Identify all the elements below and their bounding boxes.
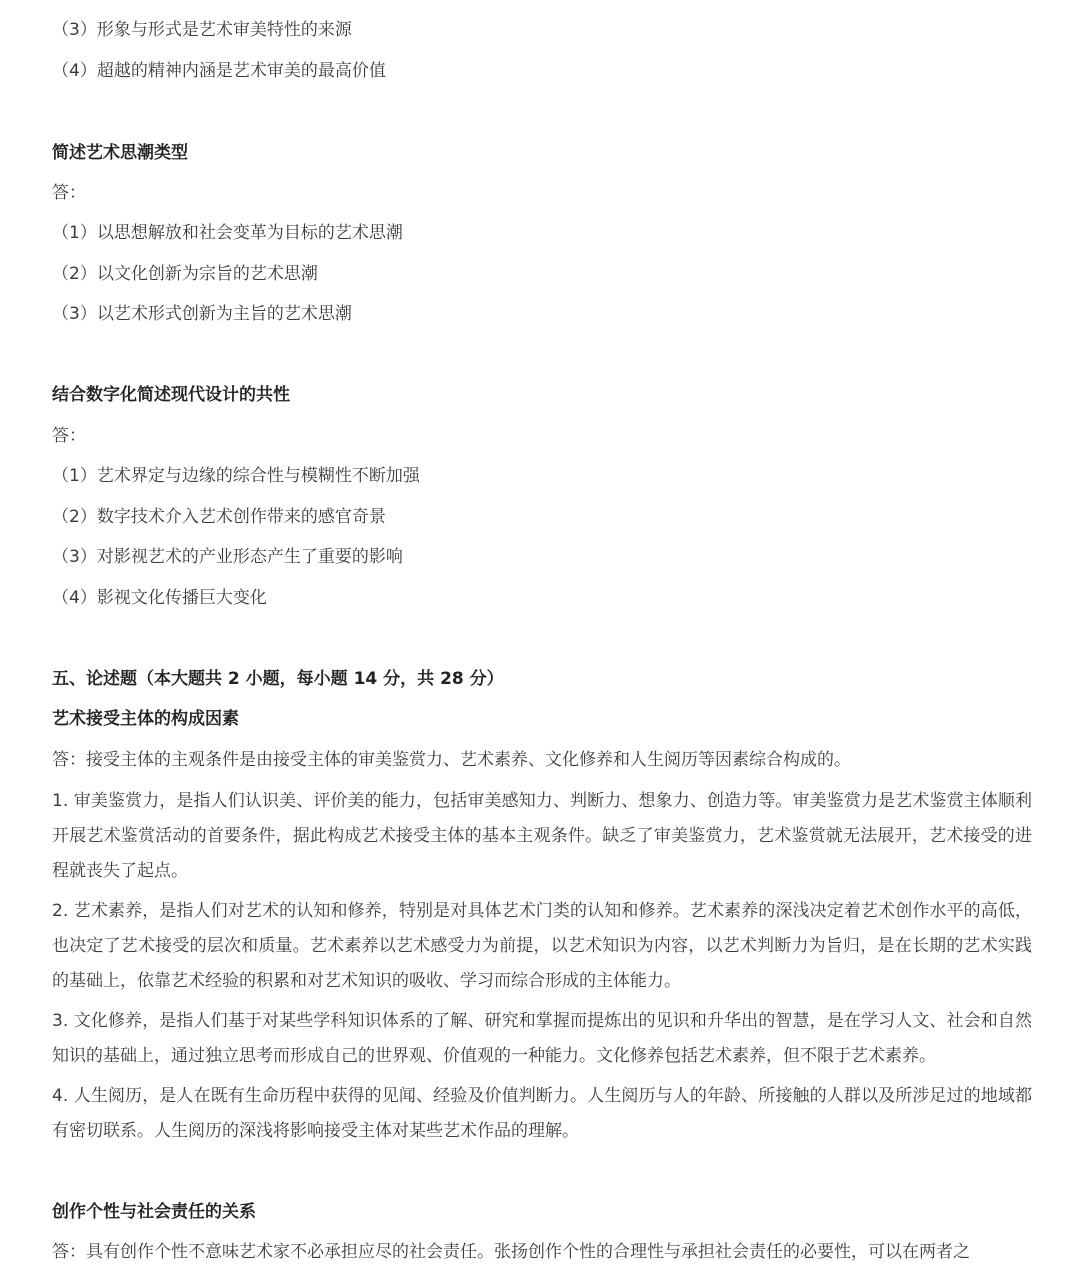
answer-label: 答： (52, 183, 86, 203)
question-title: 简述艺术思潮类型 (52, 143, 188, 163)
section-heading: 五、论述题（本大题共 2 小题，每小题 14 分，共 28 分） (52, 669, 504, 689)
answer-paragraph: 2. 艺术素养，是指人们对艺术的认知和修养，特别是对具体艺术门类的认知和修养。艺术素养的深浅决定着艺术创作水平的高低，也决定了艺术接受的层次和质量。艺术素养以艺术感受力为前提，以艺术知识为内容，以艺术判断力为旨归，是在长期的艺术实践的基础上，依靠艺术经验的积累和对艺术知识的吸收、学习而综合形成的主体能力。 (52, 901, 1032, 991)
answer-label: 答： (52, 426, 86, 446)
list-item: （3）形象与形式是艺术审美特性的来源 (52, 20, 352, 40)
list-item: （1）以思想解放和社会变革为目标的艺术思潮 (52, 223, 403, 243)
answer-intro: 答：具有创作个性不意味艺术家不必承担应尽的社会责任。张扬创作个性的合理性与承担社会责任的必要性，可以在两者之 (52, 1242, 970, 1262)
answer-intro: 答：接受主体的主观条件是由接受主体的审美鉴赏力、艺术素养、文化修养和人生阅历等因素综合构成的。 (52, 750, 851, 770)
list-item: （1）艺术界定与边缘的综合性与模糊性不断加强 (52, 466, 420, 486)
list-item: （4）超越的精神内涵是艺术审美的最高价值 (52, 61, 386, 81)
answer-paragraph: 4. 人生阅历，是人在既有生命历程中获得的见闻、经验及价值判断力。人生阅历与人的年龄、所接触的人群以及所涉足过的地域都有密切联系。人生阅历的深浅将影响接受主体对某些艺术作品的理解。 (52, 1086, 1032, 1141)
list-item: （3）对影视艺术的产业形态产生了重要的影响 (52, 547, 403, 567)
list-item: （4）影视文化传播巨大变化 (52, 588, 267, 608)
question-title: 艺术接受主体的构成因素 (52, 709, 239, 729)
answer-paragraph: 1. 审美鉴赏力，是指人们认识美、评价美的能力，包括审美感知力、判断力、想象力、创造力等。审美鉴赏力是艺术鉴赏主体顺利开展艺术鉴赏活动的首要条件，据此构成艺术接受主体的基本主观条件。缺乏了审美鉴赏力，艺术鉴赏就无法展开，艺术接受的进程就丧失了起点。 (52, 791, 1032, 881)
list-item: （2）数字技术介入艺术创作带来的感官奇景 (52, 507, 386, 527)
answer-paragraph: 3. 文化修养，是指人们基于对某些学科知识体系的了解、研究和掌握而提炼出的见识和升华出的智慧，是在学习人文、社会和自然知识的基础上，通过独立思考而形成自己的世界观、价值观的一种能力。文化修养包括艺术素养，但不限于艺术素养。 (52, 1011, 1032, 1066)
list-item: （3）以艺术形式创新为主旨的艺术思潮 (52, 304, 352, 324)
list-item: （2）以文化创新为宗旨的艺术思潮 (52, 264, 318, 284)
question-title: 结合数字化简述现代设计的共性 (52, 385, 290, 405)
question-title: 创作个性与社会责任的关系 (52, 1202, 256, 1222)
